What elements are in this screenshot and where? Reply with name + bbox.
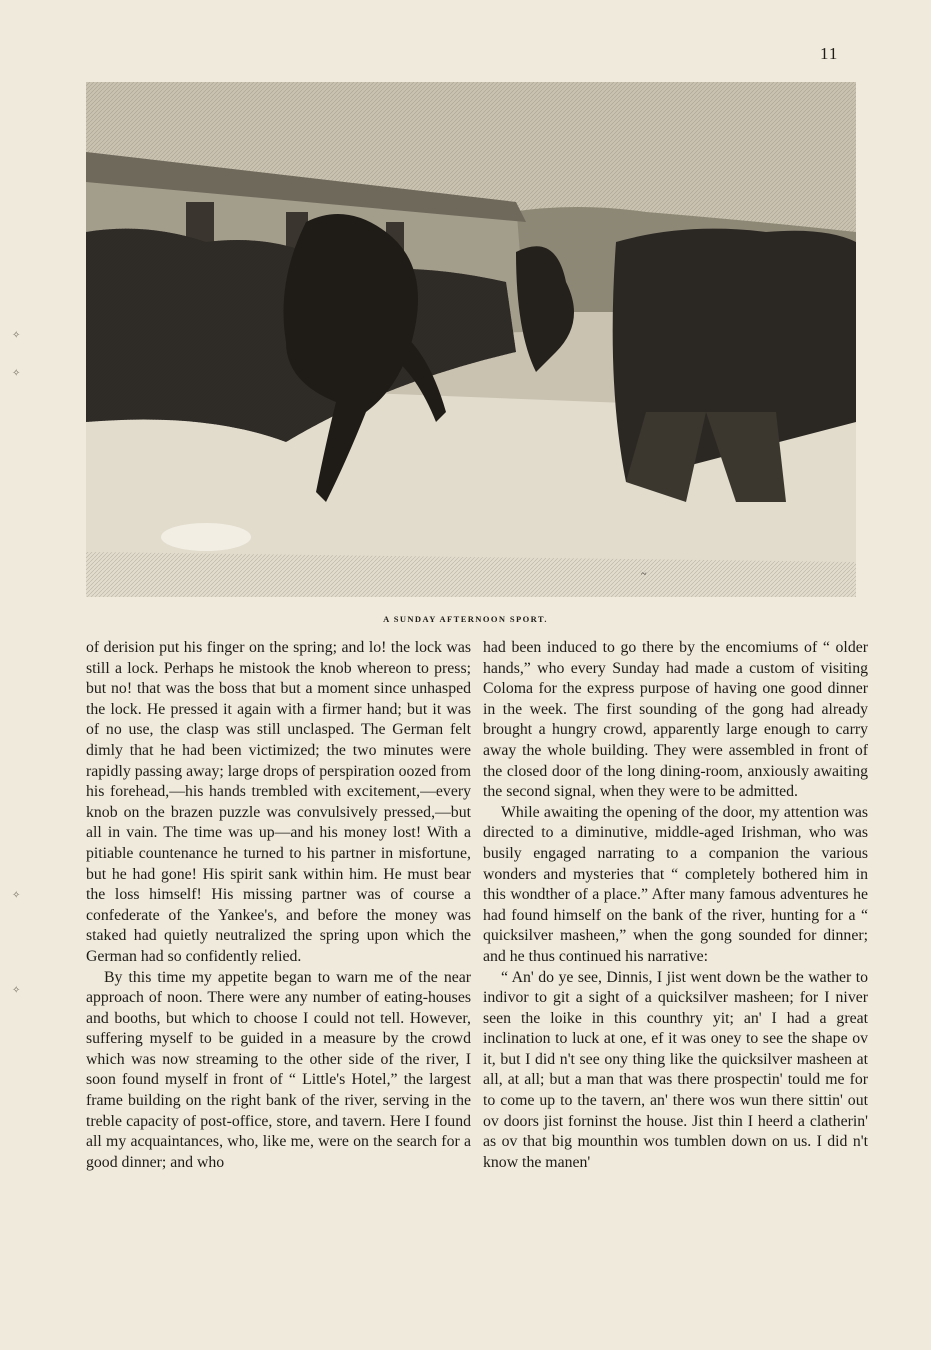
left-paragraph-1: of derision put his finger on the spring; and lo! the lock was still a lock. Perhaps he mistook the knob whereon to press; but no! that was the boss that but a moment since unhasped the lock. He pressed it again with a firmer hand; but it was of no use, the clasp was still unclasped. The German felt dimly that he had been victimized; the two minutes were rapidly passing away; large drops of perspiration oozed from his forehead,—his hands trembled with excitement,—every knob on the brazen puzzle was convulsively pressed,—but all in vain. The time was up—and his money lost! With a pitiable countenance he turned to his partner in misfortune, but he had gone! His spirit sank within him. He must bear the loss himself! His missing partner was of course a confederate of the Yankee's, and before the money was staked had quietly neutralized the spring upon which the German had so confidently relied.	[86, 639, 471, 965]
engraving-illustration	[86, 82, 856, 597]
left-column	[86, 638, 471, 1173]
right-column	[483, 638, 868, 1173]
binding-mark: ✧	[12, 368, 21, 379]
binding-mark: ✧	[12, 890, 21, 901]
page-number: 11	[820, 44, 839, 63]
right-paragraph-3: “ An' do ye see, Dinnis, I jist went down be the wather to indivor to git a sight of a quicksilver masheen; for I niver seen the loike in this counthry yit; an' I had a great inclination to luck at one, ef it was oney to see the shape ov it, but I did n't see ony thing like the quicksilver masheen at all, at all; but a man that was there prospectin' tould me for to come up to the tavern, an' there wos wun there sittin' out ov doors jist forninst the house. Jist thin I heerd a clatherin' as ov that big mounthin wos tumblen down on us. I did n't know the manen'	[483, 968, 868, 1171]
right-paragraph-1: had been induced to go there by the encomiums of “ older hands,” who every Sunday had made a custom of visiting Coloma for the express purpose of having one good dinner in the week. The first sounding of the gong had already brought a hungry crowd, apparently large enough to carry away the whole building. They were assembled in front of the closed door of the long dining-room, anxiously awaiting the second signal, when they were to be admitted.	[483, 639, 868, 801]
illustration-caption: A SUNDAY AFTERNOON SPORT.	[383, 614, 548, 624]
svg-text:~: ~	[641, 569, 647, 580]
binding-mark: ✧	[12, 985, 21, 996]
binding-mark: ✧	[12, 330, 21, 341]
engraving-image	[86, 82, 856, 597]
left-paragraph-2: By this time my appetite began to warn me of the near approach of noon. There were any number of eating-houses and booths, but which to choose I could not tell. However, suffering myself to be guided in a measure by the crowd which was now streaming to the other side of the river, I soon found myself in front of “ Little's Hotel,” the largest frame building on the right bank of the river, serving in the treble capacity of post-office, store, and tavern. Here I found all my acquaintances, who, like me, were on the search for a good dinner; and who	[86, 968, 471, 1171]
right-paragraph-2: While awaiting the opening of the door, my attention was directed to a diminutive, middle-aged Irishman, who was busily engaged narrating to a companion the various wonders and mysteries that “ completely bothered him in this wondther of a place.” After many famous adventures he had found himself on the bank of the river, hunting for a “ quicksilver masheen,” when the gong sounded for dinner; and he thus continued his narrative:	[483, 803, 868, 965]
